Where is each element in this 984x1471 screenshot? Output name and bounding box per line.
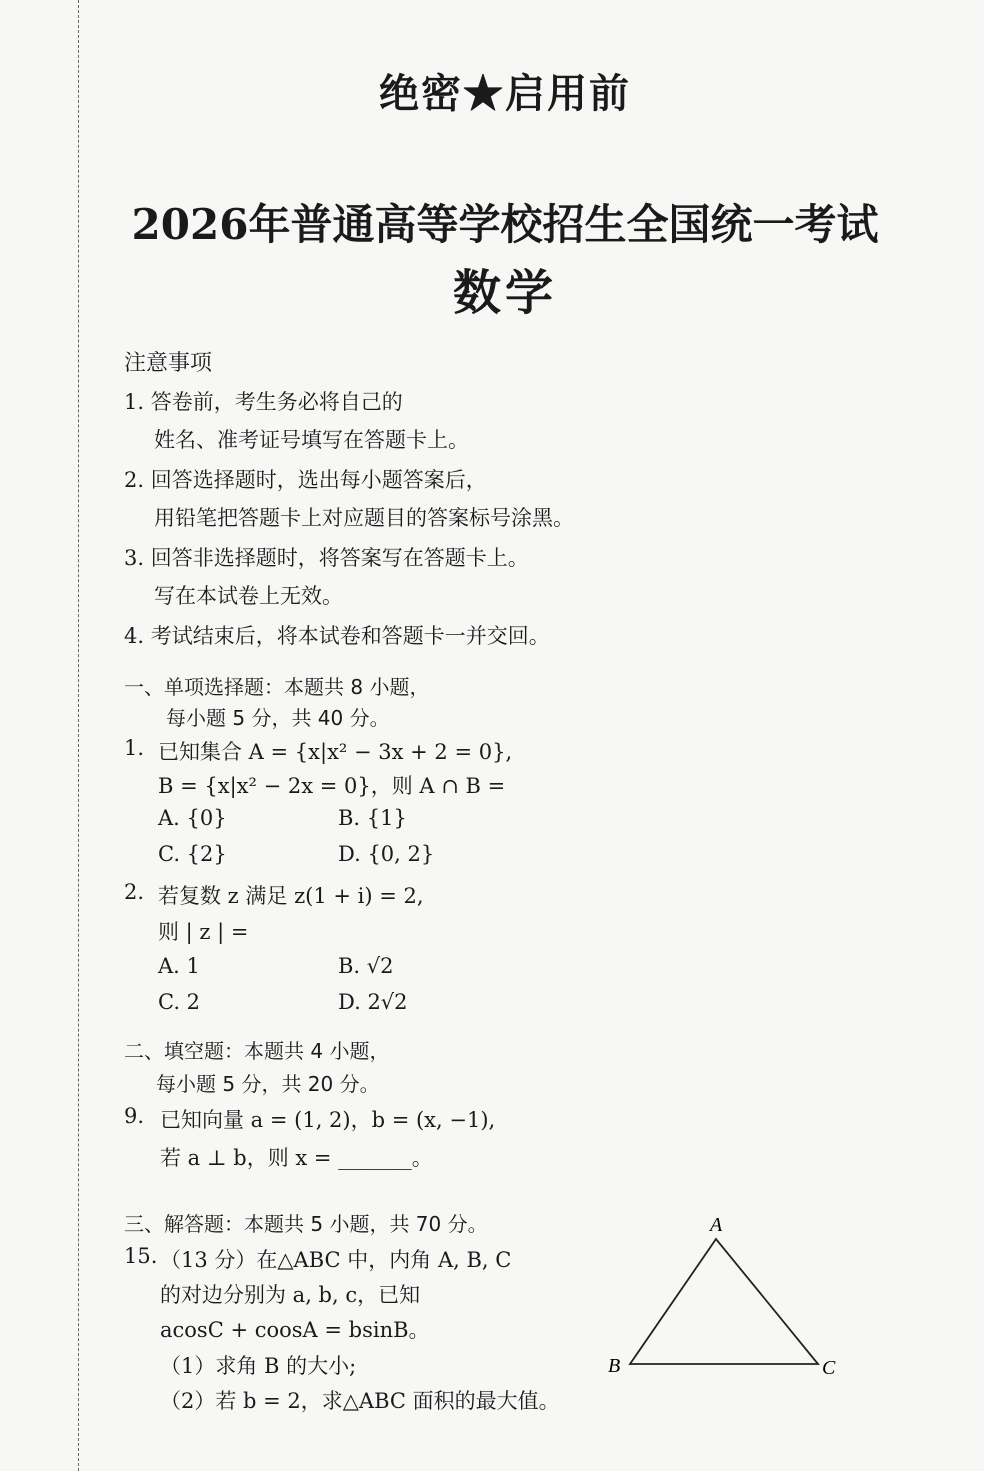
q9-stem: 已知向量 a = (1, 2)，b = (x, −1), xyxy=(160,1108,496,1132)
q15-stem-cont: 的对边分别为 a, b, c，已知 xyxy=(160,1283,421,1307)
q15-equation: acosC + coosA = bsinB。 xyxy=(160,1318,430,1342)
exam-title: 2026年普通高等学校招生全国统一考试 xyxy=(131,200,879,249)
section3-heading: 三、解答题：本题共 5 小题，共 70 分。 xyxy=(124,1212,488,1236)
q1-number: 1. xyxy=(124,736,145,760)
vertex-label-c: C xyxy=(822,1357,836,1379)
triangle-figure xyxy=(600,1205,850,1390)
q2-option-d: D. 2√2 xyxy=(338,990,408,1014)
notice-heading: 注意事项 xyxy=(124,351,213,376)
q9-number: 9. xyxy=(124,1104,145,1128)
section2-heading: 二、填空题：本题共 4 小题， xyxy=(124,1039,390,1063)
q2-option-a: A. 1 xyxy=(158,954,200,978)
q1-option-a: A. {0} xyxy=(158,806,227,830)
q15-part-2: （2）若 b = 2，求△ABC 面积的最大值。 xyxy=(160,1389,560,1413)
notice-item-3: 3. 回答非选择题时，将答案写在答题卡上。 xyxy=(124,546,529,570)
q1-option-d: D. {0, 2} xyxy=(338,842,435,866)
section1-heading-cont: 每小题 5 分，共 40 分。 xyxy=(166,706,390,730)
confidential-label: 绝密★启用前 xyxy=(379,70,631,117)
triangle-abc xyxy=(630,1239,818,1364)
q15-stem: （13 分）在△ABC 中，内角 A, B, C xyxy=(160,1248,512,1272)
q15-number: 15. xyxy=(124,1244,158,1268)
q2-option-b: B. √2 xyxy=(338,954,394,978)
q1-option-c: C. {2} xyxy=(158,842,227,866)
notice-item-1: 1. 答卷前，考生务必将自己的 xyxy=(124,390,403,414)
subject-title: 数学 xyxy=(452,265,557,321)
q2-stem-cont: 则 | z | = xyxy=(158,920,249,944)
q15-part-1: （1）求角 B 的大小; xyxy=(160,1354,357,1378)
q1-stem: 已知集合 A = {x|x² − 3x + 2 = 0}, xyxy=(158,740,513,764)
section1-heading: 一、单项选择题：本题共 8 小题， xyxy=(124,675,430,699)
q1-option-b: B. {1} xyxy=(338,806,407,830)
vertex-label-a: A xyxy=(710,1214,723,1236)
vertex-label-b: B xyxy=(608,1355,621,1377)
q2-stem: 若复数 z 满足 z(1 + i) = 2, xyxy=(158,884,424,908)
notice-item-3-cont: 写在本试卷上无效。 xyxy=(154,584,343,608)
notice-item-2: 2. 回答选择题时，选出每小题答案后， xyxy=(124,468,487,492)
notice-item-1-cont: 姓名、准考证号填写在答题卡上。 xyxy=(154,428,469,452)
notice-item-4: 4. 考试结束后，将本试卷和答题卡一并交回。 xyxy=(124,624,550,648)
notice-item-2-cont: 用铅笔把答题卡上对应题目的答案标号涂黑。 xyxy=(154,506,574,530)
q1-stem-cont: B = {x|x² − 2x = 0}，则 A ∩ B = xyxy=(158,774,506,798)
q2-option-c: C. 2 xyxy=(158,990,201,1014)
q2-number: 2. xyxy=(124,880,145,904)
section2-heading-cont: 每小题 5 分，共 20 分。 xyxy=(156,1072,380,1096)
q9-stem-cont: 若 a ⊥ b，则 x = _______。 xyxy=(160,1146,433,1170)
